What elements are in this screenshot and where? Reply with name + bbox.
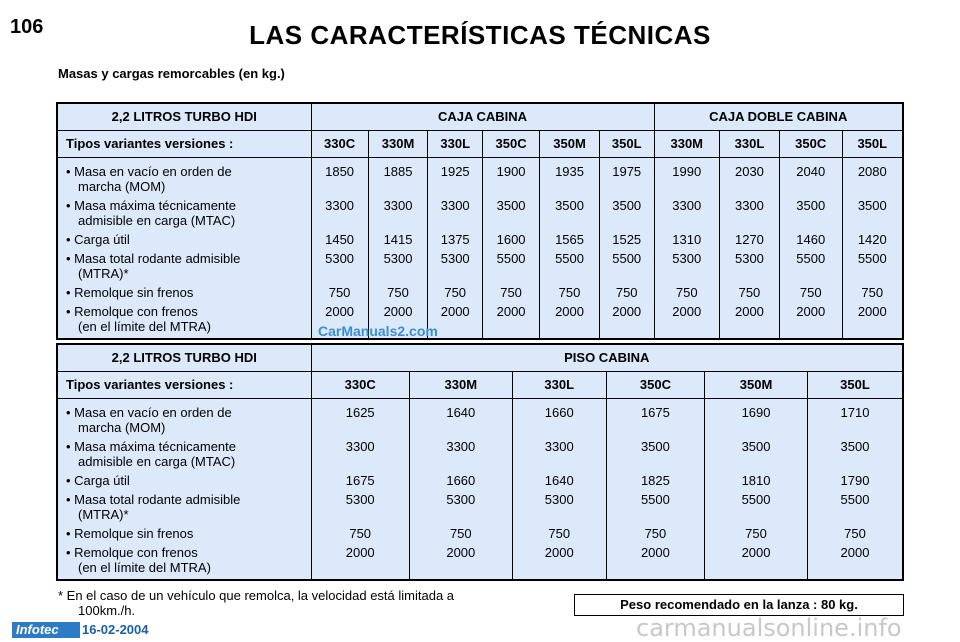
cell-value: 3300 xyxy=(311,196,368,230)
table-row xyxy=(57,471,903,490)
row-label xyxy=(57,196,311,230)
row-label-line1: • Masa total rodante admisible xyxy=(66,491,241,507)
cell-value: 2000 xyxy=(428,302,483,339)
cell-value: 1690 xyxy=(705,398,808,437)
cell-value: 1675 xyxy=(311,471,409,490)
table-row xyxy=(57,249,903,283)
row-label xyxy=(57,249,311,283)
cell-value: 1885 xyxy=(368,157,428,196)
variant-header: 350C xyxy=(606,371,704,398)
cell-value: 750 xyxy=(512,524,606,543)
cell-value: 750 xyxy=(311,283,368,302)
cell-value: 5300 xyxy=(409,490,512,524)
cell-value: 2000 xyxy=(654,302,720,339)
row-label-line2: marcha (MOM) xyxy=(78,178,166,194)
cell-value: 5300 xyxy=(428,249,483,283)
table-row xyxy=(57,524,903,543)
cell-value: 3300 xyxy=(654,196,720,230)
row-label-line1: • Remolque sin frenos xyxy=(66,525,194,541)
row-label-line2: admisible en carga (MTAC) xyxy=(78,453,236,469)
cell-value: 2000 xyxy=(540,302,600,339)
variant-header: 330L xyxy=(428,130,483,157)
watermark: CarManuals2.com xyxy=(318,323,438,339)
cell-value: 1310 xyxy=(654,230,720,249)
cell-value: 2000 xyxy=(807,543,903,580)
variants-label: Tipos variantes versiones : xyxy=(57,130,311,157)
row-label-line1: • Remolque sin frenos xyxy=(66,284,194,300)
row-label-line2: (MTRA)* xyxy=(78,506,129,522)
cell-value: 3500 xyxy=(779,196,842,230)
cell-value: 3500 xyxy=(842,196,903,230)
cell-value: 3500 xyxy=(606,437,704,471)
cell-value: 1460 xyxy=(779,230,842,249)
cell-value: 5500 xyxy=(483,249,540,283)
cell-value: 750 xyxy=(540,283,600,302)
variant-header: 350L xyxy=(807,371,903,398)
cell-value: 1660 xyxy=(512,398,606,437)
cell-value: 2000 xyxy=(842,302,903,339)
cell-value: 3300 xyxy=(512,437,606,471)
cell-value: 1850 xyxy=(311,157,368,196)
cell-value: 750 xyxy=(599,283,654,302)
cell-value: 3500 xyxy=(705,437,808,471)
variant-header: 330M xyxy=(654,130,720,157)
row-label xyxy=(57,490,311,524)
variant-header: 330L xyxy=(512,371,606,398)
row-label xyxy=(57,157,311,196)
cell-value: 3300 xyxy=(409,437,512,471)
variant-header: 350C xyxy=(483,130,540,157)
cell-value: 2080 xyxy=(842,157,903,196)
cell-value: 1975 xyxy=(599,157,654,196)
cell-value: 1640 xyxy=(512,471,606,490)
cell-value: 750 xyxy=(606,524,704,543)
cell-value: 1450 xyxy=(311,230,368,249)
table-row xyxy=(57,543,903,580)
cell-value: 5500 xyxy=(779,249,842,283)
table-row xyxy=(57,302,903,339)
engine-header: 2,2 LITROS TURBO HDI xyxy=(57,103,311,130)
cell-value: 2000 xyxy=(599,302,654,339)
row-label-line1: • Masa máxima técnicamente xyxy=(66,197,237,213)
engine-header: 2,2 LITROS TURBO HDI xyxy=(57,344,311,371)
row-label xyxy=(57,283,311,302)
footer-date: 16-02-2004 xyxy=(82,622,149,637)
cell-value: 3300 xyxy=(428,196,483,230)
cell-value: 1420 xyxy=(842,230,903,249)
row-label xyxy=(57,437,311,471)
cell-value: 3500 xyxy=(540,196,600,230)
row-label xyxy=(57,543,311,580)
group-header-caja-doble-cabina: CAJA DOBLE CABINA xyxy=(654,103,903,130)
cell-value: 1415 xyxy=(368,230,428,249)
cell-value: 5500 xyxy=(807,490,903,524)
cell-value: 3500 xyxy=(807,437,903,471)
footer-site: carmanualsonline.info xyxy=(636,614,902,642)
cell-value: 5300 xyxy=(311,490,409,524)
cell-value: 1675 xyxy=(606,398,704,437)
cell-value: 2030 xyxy=(720,157,780,196)
cell-value: 1375 xyxy=(428,230,483,249)
row-label-line2: marcha (MOM) xyxy=(78,419,166,435)
row-label-line2: (en el límite del MTRA) xyxy=(78,318,211,334)
cell-value: 5300 xyxy=(654,249,720,283)
cell-value: 1925 xyxy=(428,157,483,196)
table-row xyxy=(57,437,903,471)
cell-value: 1810 xyxy=(705,471,808,490)
cell-value: 750 xyxy=(368,283,428,302)
cell-value: 750 xyxy=(654,283,720,302)
cell-value: 1935 xyxy=(540,157,600,196)
cell-value: 750 xyxy=(428,283,483,302)
row-label-line1: • Masa máxima técnicamente xyxy=(66,438,237,454)
cell-value: 1710 xyxy=(807,398,903,437)
cell-value: 2000 xyxy=(606,543,704,580)
cell-value: 5500 xyxy=(606,490,704,524)
variant-header: 330M xyxy=(368,130,428,157)
cell-value: 1900 xyxy=(483,157,540,196)
spec-table-piso xyxy=(56,343,904,581)
cell-value: 1565 xyxy=(540,230,600,249)
cell-value: 1660 xyxy=(409,471,512,490)
row-label-line1: • Carga útil xyxy=(66,472,130,488)
row-label xyxy=(57,471,311,490)
row-label-line1: • Remolque con frenos xyxy=(66,303,198,319)
row-label-line2: (en el límite del MTRA) xyxy=(78,559,211,575)
cell-value: 2000 xyxy=(311,543,409,580)
cell-value: 750 xyxy=(842,283,903,302)
table-row xyxy=(57,196,903,230)
cell-value: 5500 xyxy=(599,249,654,283)
cell-value: 5500 xyxy=(705,490,808,524)
cell-value: 1790 xyxy=(807,471,903,490)
cell-value: 5300 xyxy=(311,249,368,283)
cell-value: 2000 xyxy=(512,543,606,580)
cell-value: 1270 xyxy=(720,230,780,249)
cell-value: 5500 xyxy=(842,249,903,283)
cell-value: 2000 xyxy=(483,302,540,339)
cell-value: 2000 xyxy=(409,543,512,580)
page-title: LAS CARACTERÍSTICAS TÉCNICAS xyxy=(249,20,711,50)
cell-value: 750 xyxy=(720,283,780,302)
cell-value: 2000 xyxy=(779,302,842,339)
cell-value: 750 xyxy=(409,524,512,543)
row-label-line1: • Masa en vacío en orden de xyxy=(66,404,232,420)
table-row xyxy=(57,490,903,524)
footnote-line2: 100km./h. xyxy=(78,603,136,618)
table-row xyxy=(57,230,903,249)
cell-value: 5500 xyxy=(540,249,600,283)
variant-header: 350L xyxy=(599,130,654,157)
group-header-piso-cabina: PISO CABINA xyxy=(311,344,903,371)
variant-header: 350C xyxy=(779,130,842,157)
cell-value: 1525 xyxy=(599,230,654,249)
cell-value: 3300 xyxy=(720,196,780,230)
cell-value: 2000 xyxy=(705,543,808,580)
cell-value: 1600 xyxy=(483,230,540,249)
row-label-line2: (MTRA)* xyxy=(78,265,129,281)
cell-value: 2000 xyxy=(720,302,780,339)
page-number: 106 xyxy=(10,16,44,38)
cell-value: 5300 xyxy=(368,249,428,283)
cell-value: 5300 xyxy=(512,490,606,524)
cell-value: 2000 xyxy=(368,302,428,339)
cell-value: 750 xyxy=(311,524,409,543)
cell-value: 3300 xyxy=(368,196,428,230)
row-label-line1: • Remolque con frenos xyxy=(66,544,198,560)
row-label xyxy=(57,302,311,339)
row-label-line1: • Masa en vacío en orden de xyxy=(66,163,232,179)
cell-value: 3500 xyxy=(599,196,654,230)
variant-header: 350L xyxy=(842,130,903,157)
cell-value: 750 xyxy=(705,524,808,543)
drawbar-weight-note: Peso recomendado en la lanza : 80 kg. xyxy=(574,594,904,616)
variant-header: 330L xyxy=(720,130,780,157)
variants-label: Tipos variantes versiones : xyxy=(57,371,311,398)
infotec-logo: Infotec xyxy=(12,622,80,638)
variant-header: 330C xyxy=(311,371,409,398)
row-label xyxy=(57,230,311,249)
cell-value: 2000 xyxy=(311,302,368,339)
variant-header: 350M xyxy=(705,371,808,398)
table-row xyxy=(57,157,903,196)
row-label xyxy=(57,524,311,543)
cell-value: 5300 xyxy=(720,249,780,283)
row-label-line1: • Masa total rodante admisible xyxy=(66,250,241,266)
footnote xyxy=(58,588,558,618)
cell-value: 1990 xyxy=(654,157,720,196)
cell-value: 750 xyxy=(779,283,842,302)
table-row xyxy=(57,398,903,437)
row-label-line1: • Carga útil xyxy=(66,231,130,247)
row-label xyxy=(57,398,311,437)
spec-table-caja xyxy=(56,102,904,340)
variant-header: 330C xyxy=(311,130,368,157)
section-subtitle: Masas y cargas remorcables (en kg.) xyxy=(58,66,285,81)
cell-value: 1625 xyxy=(311,398,409,437)
cell-value: 3500 xyxy=(483,196,540,230)
cell-value: 1640 xyxy=(409,398,512,437)
cell-value: 2040 xyxy=(779,157,842,196)
variant-header: 330M xyxy=(409,371,512,398)
variant-header: 350M xyxy=(540,130,600,157)
table-row xyxy=(57,283,903,302)
cell-value: 1825 xyxy=(606,471,704,490)
group-header-caja-cabina: CAJA CABINA xyxy=(311,103,654,130)
row-label-line2: admisible en carga (MTAC) xyxy=(78,212,236,228)
cell-value: 750 xyxy=(807,524,903,543)
footnote-line1: * En el caso de un vehículo que remolca, la velocidad está limitada a xyxy=(58,588,455,603)
cell-value: 750 xyxy=(483,283,540,302)
cell-value: 3300 xyxy=(311,437,409,471)
